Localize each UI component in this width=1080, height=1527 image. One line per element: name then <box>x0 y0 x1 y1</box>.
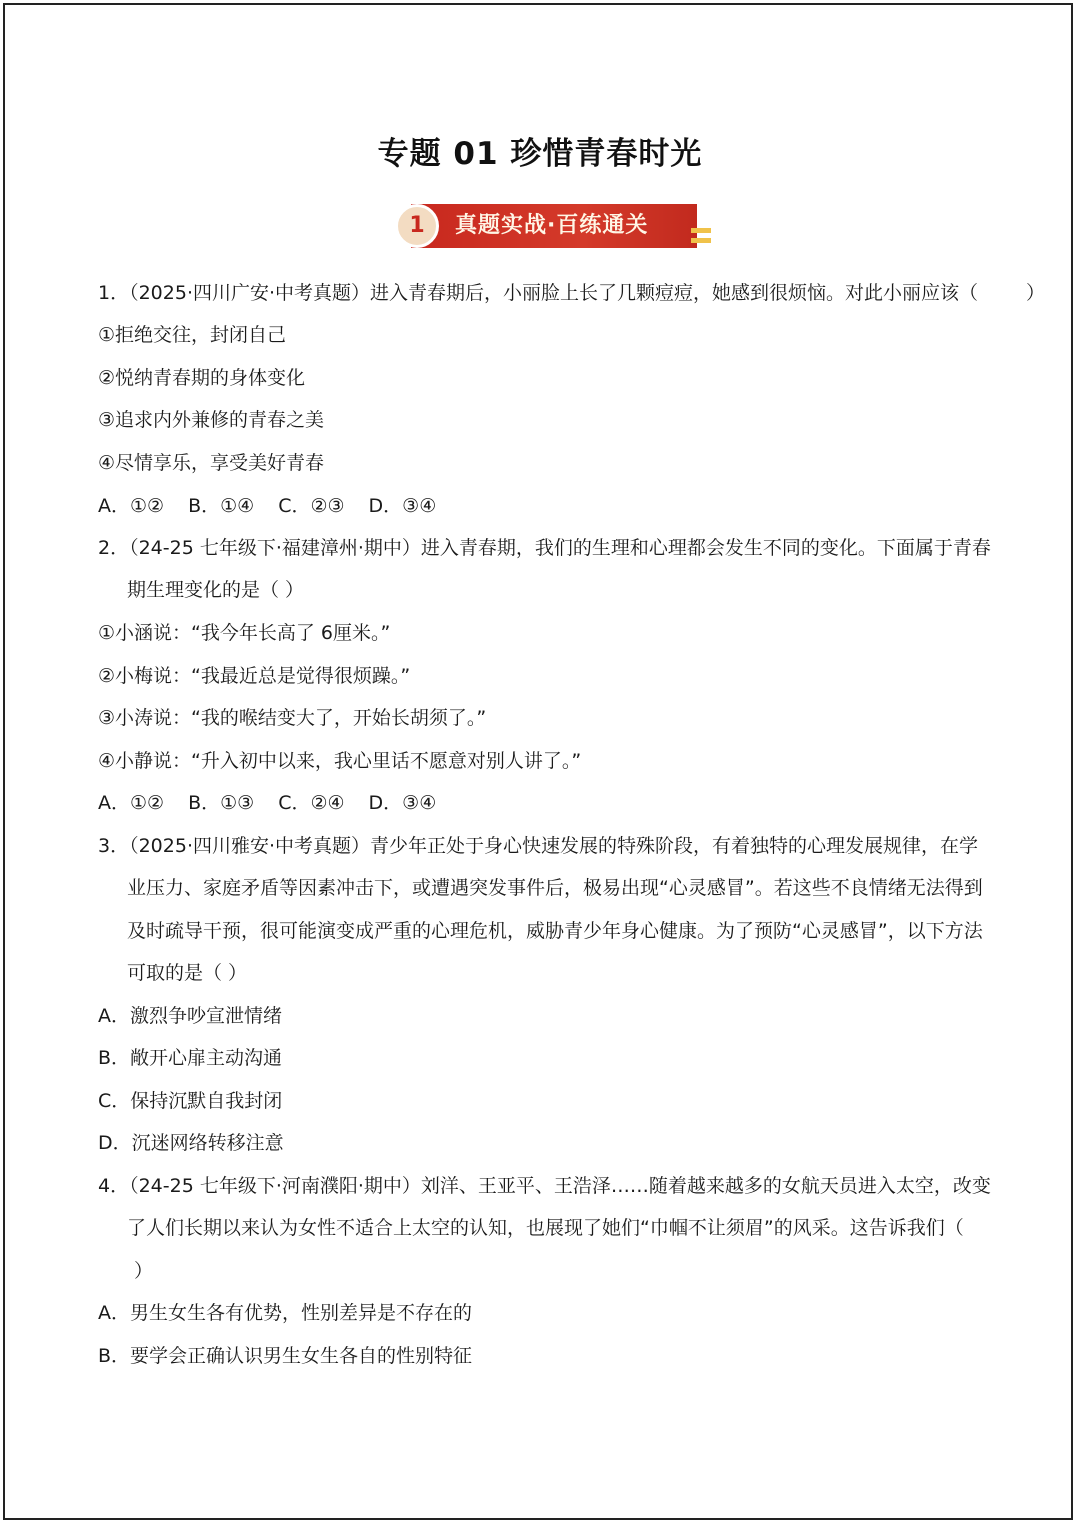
q2-option-d[interactable]: D．③④ <box>368 792 437 814</box>
q1-item-1: ①拒绝交往，封闭自己 <box>98 324 287 346</box>
q4-stem-line2: 了人们长期以来认为女性不适合上太空的认知，也展现了她们“巾帼不让须眉”的风采。这告诉我们（ <box>127 1217 964 1239</box>
q3-option-a[interactable]: A．激烈争吵宣泄情绪 <box>98 1005 282 1027</box>
q1-stem: 1．（2025·四川广安·中考真题）进入青春期后，小丽脸上长了几颗痘痘，她感到很烦恼。对此小丽应该（ <box>98 282 979 304</box>
q1-option-d[interactable]: D．③④ <box>368 495 437 517</box>
q1-option-c[interactable]: C．②③ <box>278 495 345 517</box>
banner-decoration <box>691 238 711 243</box>
q1-option-b[interactable]: B．①④ <box>188 495 255 517</box>
section-banner <box>395 202 715 254</box>
q3-stem-line1: 3．（2025·四川雅安·中考真题）青少年正处于身心快速发展的特殊阶段，有着独特的心理发展规律，在学 <box>98 835 979 857</box>
q4-stem-line3: ） <box>134 1260 154 1282</box>
q3-option-c[interactable]: C．保持沉默自我封闭 <box>98 1090 283 1112</box>
banner-decoration <box>691 228 711 233</box>
q2-options <box>98 791 460 815</box>
q1-item-4: ④尽情享乐，享受美好青春 <box>98 452 325 474</box>
q4-stem-line1: 4．（24-25 七年级下·河南濮阳·期中）刘洋、王亚平、王浩泽……随着越来越多的女航天员进入太空，改变 <box>98 1175 991 1197</box>
q4-option-b[interactable]: B．要学会正确认识男生女生各自的性别特征 <box>98 1345 473 1367</box>
q2-option-a[interactable]: A．①② <box>98 792 165 814</box>
section-number-badge: 1 <box>395 204 439 248</box>
q2-item-4: ④小静说：“升入初中以来，我心里话不愿意对别人讲了。” <box>98 750 582 772</box>
q1-item-2: ②悦纳青春期的身体变化 <box>98 367 306 389</box>
q1-item-3: ③追求内外兼修的青春之美 <box>98 409 325 431</box>
q3-option-b[interactable]: B．敞开心扉主动沟通 <box>98 1047 283 1069</box>
q1-paren-close: ） <box>1026 282 1046 304</box>
section-label: 真题实战·百练通关 <box>455 213 649 238</box>
q1-option-a[interactable]: A．①② <box>98 495 165 517</box>
q3-stem-line2: 业压力、家庭矛盾等因素冲击下，或遭遇突发事件后，极易出现“心灵感冒”。若这些不良情绪无法得到 <box>127 877 983 899</box>
q2-option-c[interactable]: C．②④ <box>278 792 345 814</box>
q3-stem-line4: 可取的是（ ） <box>127 962 248 984</box>
q2-item-1: ①小涵说：“我今年长高了 6厘米。” <box>98 622 391 644</box>
q2-stem-line1: 2．（24-25 七年级下·福建漳州·期中）进入青春期，我们的生理和心理都会发生不同的变化。下面属于青春 <box>98 537 991 559</box>
q3-stem-line3: 及时疏导干预，很可能演变成严重的心理危机，威胁青少年身心健康。为了预防“心灵感冒”，以下方法 <box>127 920 983 942</box>
q2-stem-line2: 期生理变化的是（ ） <box>127 579 305 601</box>
q1-options <box>98 494 460 518</box>
q2-item-3: ③小涛说：“我的喉结变大了，开始长胡须了。” <box>98 707 487 729</box>
q3-option-d[interactable]: D．沉迷网络转移注意 <box>98 1132 284 1154</box>
q2-item-2: ②小梅说：“我最近总是觉得很烦躁。” <box>98 665 411 687</box>
q4-option-a[interactable]: A．男生女生各有优势，性别差异是不存在的 <box>98 1302 472 1324</box>
page-title: 专题 01 珍惜青春时光 <box>377 136 703 172</box>
q2-option-b[interactable]: B．①③ <box>188 792 255 814</box>
